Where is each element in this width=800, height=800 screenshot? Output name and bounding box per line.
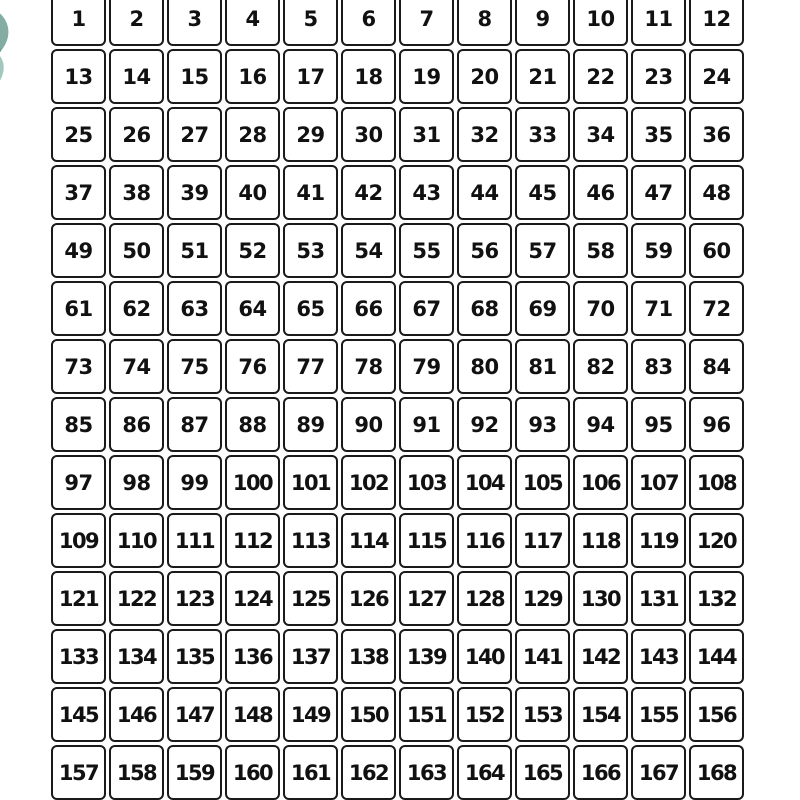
- number-cell: 144: [689, 629, 744, 684]
- number-cell: 11: [631, 0, 686, 46]
- number-grid: [51, 0, 744, 800]
- number-cell: 63: [167, 281, 222, 336]
- number-cell: 45: [515, 165, 570, 220]
- number-cell: 100: [225, 455, 280, 510]
- number-cell: 113: [283, 513, 338, 568]
- number-cell: 58: [573, 223, 628, 278]
- number-cell: 139: [399, 629, 454, 684]
- number-cell: 47: [631, 165, 686, 220]
- number-cell: 150: [341, 687, 396, 742]
- number-cell: 17: [283, 49, 338, 104]
- number-cell: 36: [689, 107, 744, 162]
- number-cell: 110: [109, 513, 164, 568]
- number-cell: 25: [51, 107, 106, 162]
- number-cell: 2: [109, 0, 164, 46]
- number-cell: 12: [689, 0, 744, 46]
- number-cell: 60: [689, 223, 744, 278]
- number-cell: 109: [51, 513, 106, 568]
- number-cell: 3: [167, 0, 222, 46]
- number-cell: 80: [457, 339, 512, 394]
- number-cell: 89: [283, 397, 338, 452]
- number-cell: 167: [631, 745, 686, 800]
- number-cell: 125: [283, 571, 338, 626]
- number-cell: 18: [341, 49, 396, 104]
- number-cell: 162: [341, 745, 396, 800]
- number-cell: 55: [399, 223, 454, 278]
- number-cell: 128: [457, 571, 512, 626]
- number-cell: 6: [341, 0, 396, 46]
- number-cell: 129: [515, 571, 570, 626]
- number-cell: 118: [573, 513, 628, 568]
- number-cell: 69: [515, 281, 570, 336]
- number-cell: 120: [689, 513, 744, 568]
- number-cell: 28: [225, 107, 280, 162]
- number-cell: 33: [515, 107, 570, 162]
- number-cell: 13: [51, 49, 106, 104]
- number-cell: 62: [109, 281, 164, 336]
- number-cell: 149: [283, 687, 338, 742]
- number-cell: 105: [515, 455, 570, 510]
- number-cell: 124: [225, 571, 280, 626]
- number-cell: 111: [167, 513, 222, 568]
- number-cell: 151: [399, 687, 454, 742]
- number-cell: 44: [457, 165, 512, 220]
- number-cell: 134: [109, 629, 164, 684]
- number-cell: 160: [225, 745, 280, 800]
- number-cell: 48: [689, 165, 744, 220]
- number-cell: 102: [341, 455, 396, 510]
- number-cell: 95: [631, 397, 686, 452]
- number-cell: 122: [109, 571, 164, 626]
- number-cell: 54: [341, 223, 396, 278]
- number-cell: 81: [515, 339, 570, 394]
- number-cell: 42: [341, 165, 396, 220]
- number-cell: 117: [515, 513, 570, 568]
- number-cell: 115: [399, 513, 454, 568]
- number-cell: 20: [457, 49, 512, 104]
- number-cell: 94: [573, 397, 628, 452]
- number-cell: 140: [457, 629, 512, 684]
- number-cell: 79: [399, 339, 454, 394]
- number-cell: 101: [283, 455, 338, 510]
- number-cell: 35: [631, 107, 686, 162]
- number-cell: 142: [573, 629, 628, 684]
- number-cell: 131: [631, 571, 686, 626]
- number-cell: 130: [573, 571, 628, 626]
- number-cell: 147: [167, 687, 222, 742]
- number-cell: 26: [109, 107, 164, 162]
- number-cell: 123: [167, 571, 222, 626]
- number-cell: 152: [457, 687, 512, 742]
- number-cell: 165: [515, 745, 570, 800]
- number-cell: 137: [283, 629, 338, 684]
- number-cell: 39: [167, 165, 222, 220]
- number-cell: 157: [51, 745, 106, 800]
- number-cell: 22: [573, 49, 628, 104]
- number-cell: 21: [515, 49, 570, 104]
- number-cell: 10: [573, 0, 628, 46]
- number-cell: 73: [51, 339, 106, 394]
- number-cell: 41: [283, 165, 338, 220]
- number-cell: 98: [109, 455, 164, 510]
- number-cell: 155: [631, 687, 686, 742]
- number-cell: 163: [399, 745, 454, 800]
- number-cell: 91: [399, 397, 454, 452]
- number-cell: 75: [167, 339, 222, 394]
- number-cell: 27: [167, 107, 222, 162]
- number-cell: 84: [689, 339, 744, 394]
- number-cell: 96: [689, 397, 744, 452]
- number-cell: 52: [225, 223, 280, 278]
- number-cell: 66: [341, 281, 396, 336]
- number-cell: 161: [283, 745, 338, 800]
- number-cell: 108: [689, 455, 744, 510]
- number-cell: 46: [573, 165, 628, 220]
- number-cell: 56: [457, 223, 512, 278]
- number-cell: 92: [457, 397, 512, 452]
- number-cell: 8: [457, 0, 512, 46]
- number-cell: 14: [109, 49, 164, 104]
- number-cell: 86: [109, 397, 164, 452]
- number-cell: 136: [225, 629, 280, 684]
- number-cell: 24: [689, 49, 744, 104]
- number-cell: 116: [457, 513, 512, 568]
- number-cell: 133: [51, 629, 106, 684]
- number-cell: 106: [573, 455, 628, 510]
- number-cell: 104: [457, 455, 512, 510]
- number-cell: 126: [341, 571, 396, 626]
- number-cell: 114: [341, 513, 396, 568]
- number-cell: 23: [631, 49, 686, 104]
- number-cell: 57: [515, 223, 570, 278]
- number-cell: 154: [573, 687, 628, 742]
- number-cell: 78: [341, 339, 396, 394]
- number-cell: 50: [109, 223, 164, 278]
- number-cell: 5: [283, 0, 338, 46]
- number-cell: 40: [225, 165, 280, 220]
- number-cell: 99: [167, 455, 222, 510]
- number-cell: 85: [51, 397, 106, 452]
- number-cell: 53: [283, 223, 338, 278]
- number-cell: 119: [631, 513, 686, 568]
- number-cell: 32: [457, 107, 512, 162]
- number-cell: 146: [109, 687, 164, 742]
- number-cell: 103: [399, 455, 454, 510]
- number-cell: 31: [399, 107, 454, 162]
- number-cell: 145: [51, 687, 106, 742]
- number-cell: 158: [109, 745, 164, 800]
- number-cell: 153: [515, 687, 570, 742]
- number-cell: 67: [399, 281, 454, 336]
- number-cell: 90: [341, 397, 396, 452]
- number-cell: 164: [457, 745, 512, 800]
- number-cell: 59: [631, 223, 686, 278]
- number-cell: 72: [689, 281, 744, 336]
- number-cell: 34: [573, 107, 628, 162]
- number-cell: 83: [631, 339, 686, 394]
- number-cell: 68: [457, 281, 512, 336]
- number-cell: 1: [51, 0, 106, 46]
- number-cell: 71: [631, 281, 686, 336]
- number-cell: 51: [167, 223, 222, 278]
- number-cell: 141: [515, 629, 570, 684]
- number-cell: 166: [573, 745, 628, 800]
- number-cell: 148: [225, 687, 280, 742]
- number-cell: 93: [515, 397, 570, 452]
- number-cell: 30: [341, 107, 396, 162]
- number-cell: 132: [689, 571, 744, 626]
- number-cell: 9: [515, 0, 570, 46]
- number-cell: 15: [167, 49, 222, 104]
- number-cell: 121: [51, 571, 106, 626]
- number-cell: 29: [283, 107, 338, 162]
- number-cell: 135: [167, 629, 222, 684]
- number-cell: 64: [225, 281, 280, 336]
- number-cell: 87: [167, 397, 222, 452]
- number-cell: 19: [399, 49, 454, 104]
- number-cell: 74: [109, 339, 164, 394]
- number-cell: 168: [689, 745, 744, 800]
- number-cell: 127: [399, 571, 454, 626]
- number-cell: 77: [283, 339, 338, 394]
- number-cell: 159: [167, 745, 222, 800]
- number-cell: 76: [225, 339, 280, 394]
- number-cell: 7: [399, 0, 454, 46]
- number-cell: 88: [225, 397, 280, 452]
- number-cell: 70: [573, 281, 628, 336]
- number-cell: 97: [51, 455, 106, 510]
- number-cell: 112: [225, 513, 280, 568]
- leaf-icon: [0, 0, 22, 90]
- number-cell: 138: [341, 629, 396, 684]
- number-cell: 49: [51, 223, 106, 278]
- number-cell: 143: [631, 629, 686, 684]
- number-cell: 107: [631, 455, 686, 510]
- number-cell: 4: [225, 0, 280, 46]
- number-cell: 61: [51, 281, 106, 336]
- number-cell: 16: [225, 49, 280, 104]
- number-cell: 156: [689, 687, 744, 742]
- number-cell: 38: [109, 165, 164, 220]
- number-cell: 43: [399, 165, 454, 220]
- number-cell: 65: [283, 281, 338, 336]
- number-cell: 37: [51, 165, 106, 220]
- number-cell: 82: [573, 339, 628, 394]
